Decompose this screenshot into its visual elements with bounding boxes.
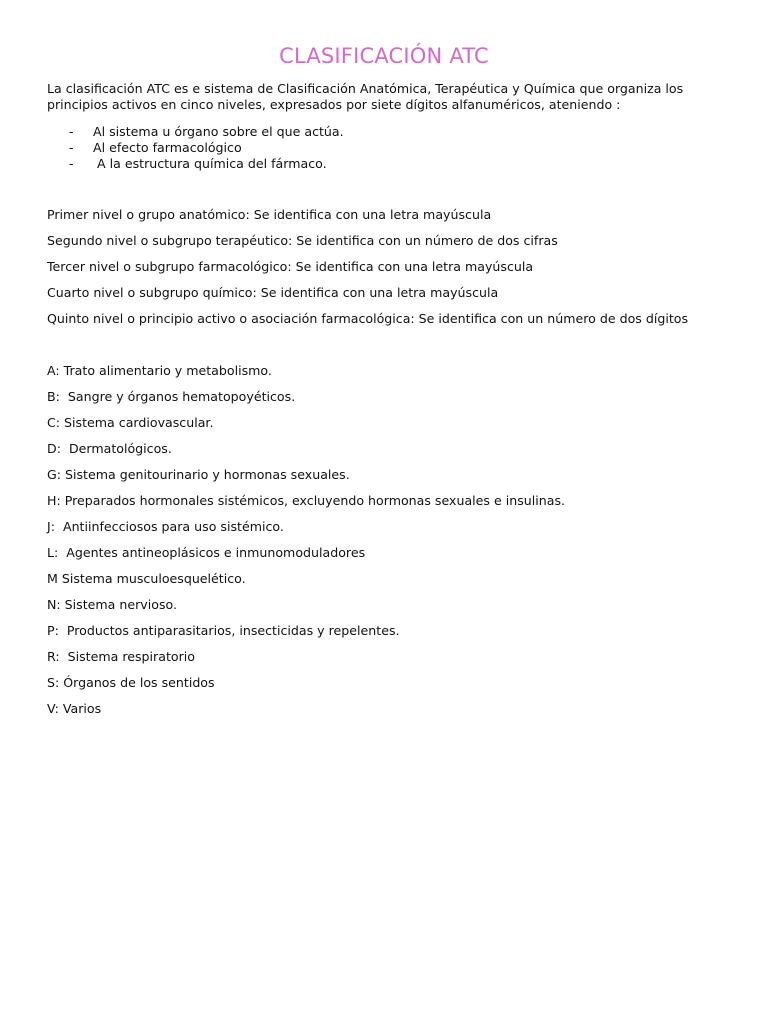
document-title: CLASIFICACIÓN ATC <box>279 44 489 68</box>
group-line: S: Órganos de los sentidos <box>47 675 215 690</box>
levels-list <box>47 207 688 337</box>
bullet-dash: - <box>69 140 74 155</box>
group-line: N: Sistema nervioso. <box>47 597 178 612</box>
criteria-text: A la estructura química del fármaco. <box>93 156 327 171</box>
group-line: J: Antiinfecciosos para uso sistémico. <box>47 519 284 534</box>
group-line: R: Sistema respiratorio <box>47 649 195 664</box>
group-line: P: Productos antiparasitarios, insecticidas y repelentes. <box>47 623 400 638</box>
group-line: C: Sistema cardiovascular. <box>47 415 214 430</box>
group-line: H: Preparados hormonales sistémicos, excluyendo hormonas sexuales e insulinas. <box>47 493 566 508</box>
criteria-item <box>47 140 344 156</box>
group-line: L: Agentes antineoplásicos e inmunomoduladores <box>47 545 366 560</box>
criteria-text: Al sistema u órgano sobre el que actúa. <box>93 124 344 139</box>
criteria-list <box>47 124 344 172</box>
intro-paragraph: La clasificación ATC es e sistema de Clasificación Anatómica, Terapéutica y Química que organiza los principios activos en cinco niveles, expresados por siete dígitos alfanuméricos, ateniendo : <box>47 81 684 112</box>
anatomical-groups-list <box>47 363 565 727</box>
level-line: Tercer nivel o subgrupo farmacológico: Se identifica con una letra mayúscula <box>47 259 534 274</box>
criteria-item <box>47 124 344 140</box>
level-line: Segundo nivel o subgrupo terapéutico: Se identifica con un número de dos cifras <box>47 233 558 248</box>
group-line: B: Sangre y órganos hematopoyéticos. <box>47 389 296 404</box>
group-line: G: Sistema genitourinario y hormonas sexuales. <box>47 467 350 482</box>
level-line: Cuarto nivel o subgrupo químico: Se identifica con una letra mayúscula <box>47 285 499 300</box>
criteria-text: Al efecto farmacológico <box>93 140 242 155</box>
group-line: M Sistema musculoesquelético. <box>47 571 246 586</box>
bullet-dash: - <box>69 156 74 171</box>
group-line: A: Trato alimentario y metabolismo. <box>47 363 272 378</box>
criteria-item <box>47 156 344 172</box>
group-line: D: Dermatológicos. <box>47 441 172 456</box>
level-line: Primer nivel o grupo anatómico: Se identifica con una letra mayúscula <box>47 207 492 222</box>
level-line: Quinto nivel o principio activo o asociación farmacológica: Se identifica con un número de dos dígitos <box>47 311 689 326</box>
bullet-dash: - <box>69 124 74 139</box>
group-line: V: Varios <box>47 701 102 716</box>
